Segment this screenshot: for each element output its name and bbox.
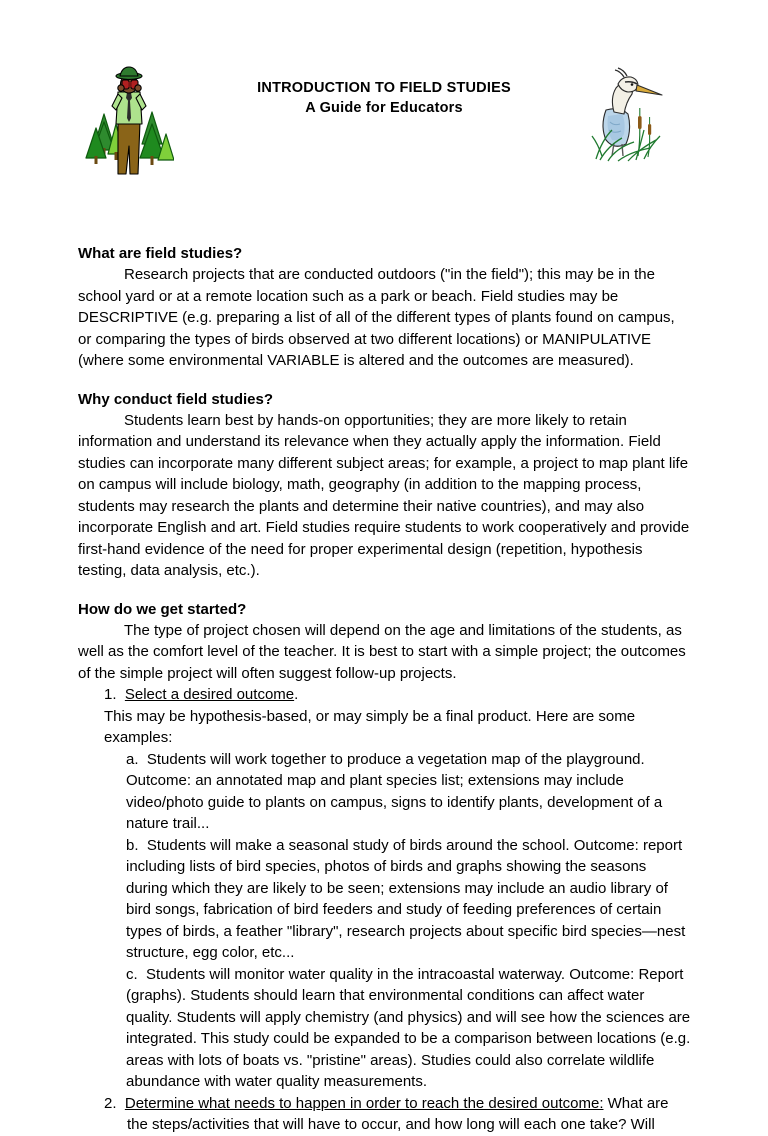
document-subtitle: A Guide for Educators [305,100,463,116]
section-heading-how-do-we-get-started: How do we get started? [78,600,247,618]
step-item-2 [78,1093,691,1136]
example-item-a [78,749,691,835]
step-title-2: Determine what needs to happen in order to reach the desired outcome: [124,1094,604,1112]
section-paragraph-how-do-we-get-started: The type of project chosen will depend on the age and limitations of the students, as well as the comfort level of the teacher. It is best to start with a simple project; the outcomes of the simple project will often suggest follow-up projects. [78,621,686,682]
example-item-b [78,835,691,964]
example-marker-b: b. [126,836,139,854]
spacer [78,582,691,600]
example-text-a: Students will work together to produce a vegetation map of the playground. Outcome: an annotated map and plant species list; extensions may include video/photo guide to plants on campus, signs to identify plants, development of a nature trail... [126,750,663,832]
document-page [0,62,768,1133]
heron-illustration [578,64,678,164]
step-number-1: 1. [104,686,117,703]
example-text-c: Students will monitor water quality in the intracoastal waterway. Outcome: Report (graphs). Students should learn that environmental conditions can affect water quality. Students will apply chemistry (and physics) and will see how the sciences are integrated. This study could be expanded to be a comparison between locations (e.g. areas with lots of boats vs. "pristine" areas). Studies could also correlate wildlife abundance with water quality measurements. [126,965,691,1090]
step-number-2: 2. [104,1094,117,1112]
spacer [78,372,691,390]
step-body-1: This may be hypothesis-based, or may simply be a final product. Here are some examples: [104,707,636,746]
document-header [0,62,768,182]
section-paragraph-what-are-field-studies: Research projects that are conducted outdoors ("in the field"); this may be in the school yard or at a remote location such as a park or beach. Field studies may be DESCRIPTIVE (e.g. preparing a list of all of the different types of plants found on campus, or comparing the types of birds observed at two different locations) or MANIPULATIVE (where some environmental VARIABLE is altered and the outcomes are measured). [78,266,675,369]
step-item-1 [78,684,691,706]
section-heading-why-conduct-field-studies: Why conduct field studies? [78,390,274,408]
document-title: INTRODUCTION TO FIELD STUDIES [257,80,511,96]
example-marker-a: a. [126,750,139,768]
step-title-1: Select a desired outcome [124,686,295,703]
section-paragraph-why-conduct-field-studies: Students learn best by hands-on opportunities; they are more likely to retain information and understand its relevance when they actually apply the information. Field studies can incorporate many different subject areas; for example, a project to map plant life on campus will include biology, math, geography (in addition to the mapping process, students may research the plants and determine their native countries), and may also incorporate English and art. Field studies require students to work cooperatively and provide first-hand evidence of the need for proper experimental design (repetition, hypothesis testing, data analysis, etc.). [78,411,690,579]
example-item-c [78,964,691,1093]
document-body [78,244,691,1136]
section-heading-what-are-field-studies: What are field studies? [78,245,243,262]
step-title-trailing-1: . [294,686,299,703]
step-title-trailing-2: What are the steps/activities that will have to occur, and how long will each one take? Will [127,1094,669,1133]
example-text-b: Students will make a seasonal study of birds around the school. Outcome: report including lists of bird species, photos of birds and graphs showing the seasons during which they are likely to be seen; extensions may include an audio library of bird songs, fabrication of bird feeders and study of feeding preferences of certain types of birds, a feather "library", research projects about specific bird species—nest structure, egg color, etc... [126,836,686,961]
example-marker-c: c. [126,965,138,983]
